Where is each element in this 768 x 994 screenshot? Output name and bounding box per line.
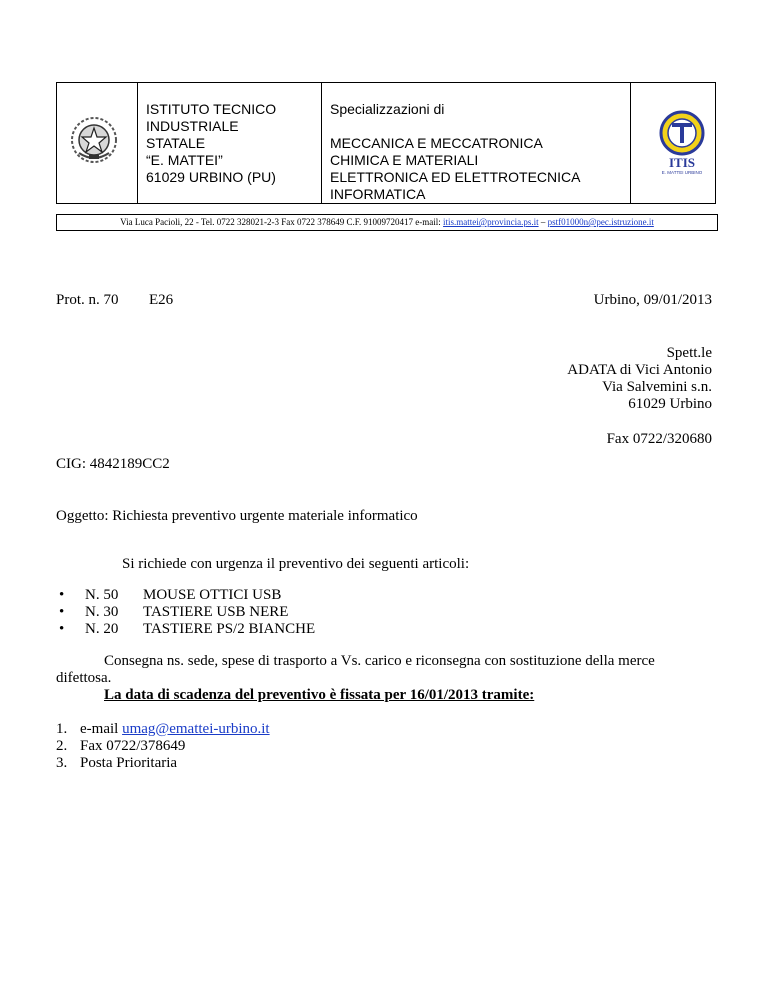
institute-line: INDUSTRIALE	[146, 118, 239, 134]
institute-line: “E. MATTEI”	[146, 152, 223, 168]
bullet-icon: •	[59, 587, 65, 603]
delivery-terms: Consegna ns. sede, spese di trasporto a Vs. carico e riconsegna con sostituzione della merce	[104, 653, 655, 669]
institute-line: ISTITUTO TECNICO	[146, 101, 277, 117]
list-item	[55, 587, 315, 604]
method-number: 3.	[56, 755, 68, 771]
itis-logo-text: ITIS	[668, 155, 696, 170]
item-description: TASTIERE PS/2 BIANCHE	[143, 621, 316, 637]
specialization-line: ELETTRONICA ED ELETTROTECNICA	[330, 169, 581, 185]
itis-logo-icon	[647, 109, 717, 175]
specializations-cell	[322, 83, 631, 204]
request-intro: Si richiede con urgenza il preventivo dei seguenti articoli:	[122, 556, 470, 572]
method-number: 2.	[56, 738, 68, 754]
item-description: MOUSE OTTICI USB	[143, 587, 282, 603]
recipient-salutation: Spett.le	[666, 345, 712, 361]
institute-email-link[interactable]: itis.mattei@provincia.ps.it	[443, 217, 539, 227]
institute-name-cell	[138, 83, 322, 204]
deadline-notice: La data di scadenza del preventivo è fissata per 16/01/2013 tramite:	[104, 687, 535, 703]
specialization-line: MECCANICA E MECCATRONICA	[330, 135, 543, 151]
recipient-street: Via Salvemini s.n.	[602, 379, 712, 395]
address-separator: –	[538, 217, 548, 227]
left-logo-cell	[57, 83, 138, 204]
list-item	[55, 621, 315, 638]
italian-republic-emblem-icon	[69, 115, 119, 165]
method-text: e-mail	[80, 721, 123, 737]
email-link[interactable]: umag@emattei-urbino.it	[122, 721, 270, 737]
protocol-code: E26	[149, 292, 174, 308]
list-item	[56, 721, 270, 738]
institute-line: 61029 URBINO (PU)	[146, 169, 276, 185]
letterhead-table	[56, 82, 716, 204]
specializations-title: Specializzazioni di	[330, 101, 445, 117]
protocol-number: Prot. n. 70	[56, 292, 119, 308]
recipient-name: ADATA di Vici Antonio	[567, 362, 712, 378]
specialization-line: CHIMICA E MATERIALI	[330, 152, 479, 168]
letter-date: Urbino, 09/01/2013	[593, 292, 712, 308]
method-number: 1.	[56, 721, 68, 737]
bullet-icon: •	[59, 621, 65, 637]
itis-logo-subtext: E. MATTEI URBINO	[661, 170, 703, 175]
items-list	[55, 587, 315, 638]
item-quantity: N. 20	[85, 621, 119, 637]
address-bar	[56, 214, 718, 231]
letter-subject: Oggetto: Richiesta preventivo urgente materiale informatico	[56, 508, 418, 524]
item-quantity: N. 30	[85, 604, 119, 620]
right-logo-cell	[631, 83, 716, 204]
list-item	[56, 738, 270, 755]
item-quantity: N. 50	[85, 587, 119, 603]
item-description: TASTIERE USB NERE	[143, 604, 289, 620]
list-item	[56, 755, 270, 772]
address-text: Via Luca Pacioli, 22 - Tel. 0722 328021-2-3 Fax 0722 378649 C.F. 91009720417 e-mail:	[120, 217, 444, 227]
method-text: Posta Prioritaria	[80, 755, 178, 771]
recipient-fax: Fax 0722/320680	[606, 431, 712, 447]
delivery-terms-continued: difettosa.	[56, 670, 112, 686]
cig-code: CIG: 4842189CC2	[56, 456, 170, 472]
pec-email-link[interactable]: pstf01000n@pec.istruzione.it	[547, 217, 654, 227]
submission-methods-list	[56, 721, 270, 772]
recipient-city: 61029 Urbino	[628, 396, 712, 412]
bullet-icon: •	[59, 604, 65, 620]
specialization-line: INFORMATICA	[330, 186, 426, 202]
list-item	[55, 604, 315, 621]
institute-line: STATALE	[146, 135, 206, 151]
method-text: Fax 0722/378649	[80, 738, 186, 754]
